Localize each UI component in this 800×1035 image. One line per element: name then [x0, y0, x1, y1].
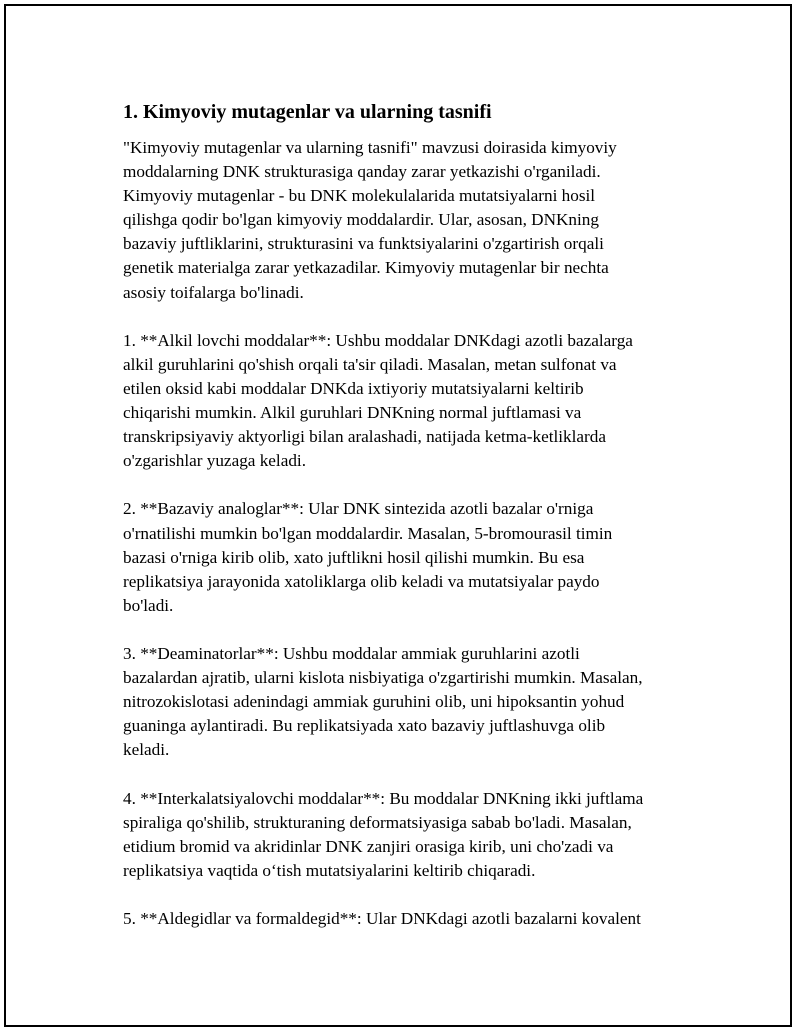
text-line: 5. **Aldegidlar va formaldegid**: Ular DNKdagi azotli bazalarni kovalent [123, 909, 641, 928]
text-line: bazaviy juftliklarini, strukturasini va funktsiyalarini o'zgartirish orqali [123, 234, 604, 254]
text-line: bazasi o'rniga kirib olib, xato juftlikni hosil qilishi mumkin. Bu esa [123, 547, 585, 567]
paragraph-intercalating-agents [123, 787, 693, 883]
text-line: o'rnatilishi mumkin bo'lgan moddalardir. Masalan, 5-bromourasil timin [123, 523, 613, 543]
text-line: guaninga aylantiradi. Bu replikatsiyada xato bazaviy juftlashuvga olib [123, 716, 606, 736]
text-line: o'zgarishlar yuzaga keladi. [123, 451, 307, 471]
text-line: moddalarning DNK strukturasiga qanday zarar yetkazishi o'rganiladi. [123, 162, 601, 182]
text-line: replikatsiya vaqtida o‘tish mutatsiyalarini keltirib chiqaradi. [123, 860, 536, 880]
text-line: nitrozokislotasi adenindagi ammiak guruhini olib, uni hipoksantin yohud [123, 692, 625, 712]
paragraph-spacer [123, 618, 693, 642]
text-line: bo'ladi. [123, 595, 174, 615]
text-line: 3. **Deaminatorlar**: Ushbu moddalar ammiak guruhlarini azotli [123, 643, 580, 663]
paragraph-alkylating-agents [123, 329, 693, 474]
text-line: asosiy toifalarga bo'linadi. [123, 282, 304, 302]
text-line: bazalardan ajratib, ularni kislota nisbiyatiga o'zgartirishi mumkin. Masalan, [123, 668, 643, 688]
text-line: etilen oksid kabi moddalar DNKda ixtiyoriy mutatsiyalarni keltirib [123, 378, 584, 398]
text-line: spiraliga qo'shilib, strukturaning deformatsiyasiga sabab bo'ladi. Masalan, [123, 812, 632, 832]
text-line: chiqarishi mumkin. Alkil guruhlari DNKning normal juftlamasi va [123, 403, 582, 423]
text-line: etidium bromid va akridinlar DNK zanjiri orasiga kirib, uni cho'zadi va [123, 836, 614, 856]
text-line: alkil guruhlarini qo'shish orqali ta'sir qiladi. Masalan, metan sulfonat va [123, 354, 617, 374]
text-line: 1. **Alkil lovchi moddalar**: Ushbu moddalar DNKdagi azotli bazalarga [123, 330, 633, 350]
text-line: 2. **Bazaviy analoglar**: Ular DNK sintezida azotli bazalar o'rniga [123, 499, 594, 519]
paragraph-aldehydes [123, 907, 693, 931]
paragraph-intro [123, 136, 693, 305]
text-line: keladi. [123, 740, 170, 760]
paragraph-spacer [123, 473, 693, 497]
paragraph-spacer [123, 305, 693, 329]
paragraph-spacer [123, 883, 693, 907]
paragraph-deaminators [123, 642, 693, 762]
text-line: genetik materialga zarar yetkazadilar. Kimyoviy mutagenlar bir nechta [123, 258, 609, 278]
document-body [123, 100, 693, 931]
text-line: "Kimyoviy mutagenlar va ularning tasnifi" mavzusi doirasida kimyoviy [123, 138, 617, 157]
page-border [4, 4, 792, 1027]
text-line: transkripsiyaviy aktyorligi bilan aralashadi, natijada ketma-ketliklarda [123, 427, 606, 447]
text-line: replikatsiya jarayonida xatoliklarga olib keladi va mutatsiyalar paydo [123, 571, 600, 591]
paragraph-base-analogs [123, 497, 693, 617]
text-line: Kimyoviy mutagenlar - bu DNK molekulalarida mutatsiyalarni hosil [123, 186, 596, 206]
paragraph-spacer [123, 762, 693, 786]
text-line: 4. **Interkalatsiyalovchi moddalar**: Bu moddalar DNKning ikki juftlama [123, 788, 644, 808]
section-heading: 1. Kimyoviy mutagenlar va ularning tasnifi [123, 101, 492, 123]
text-line: qilishga qodir bo'lgan kimyoviy moddalardir. Ular, asosan, DNKning [123, 210, 599, 230]
